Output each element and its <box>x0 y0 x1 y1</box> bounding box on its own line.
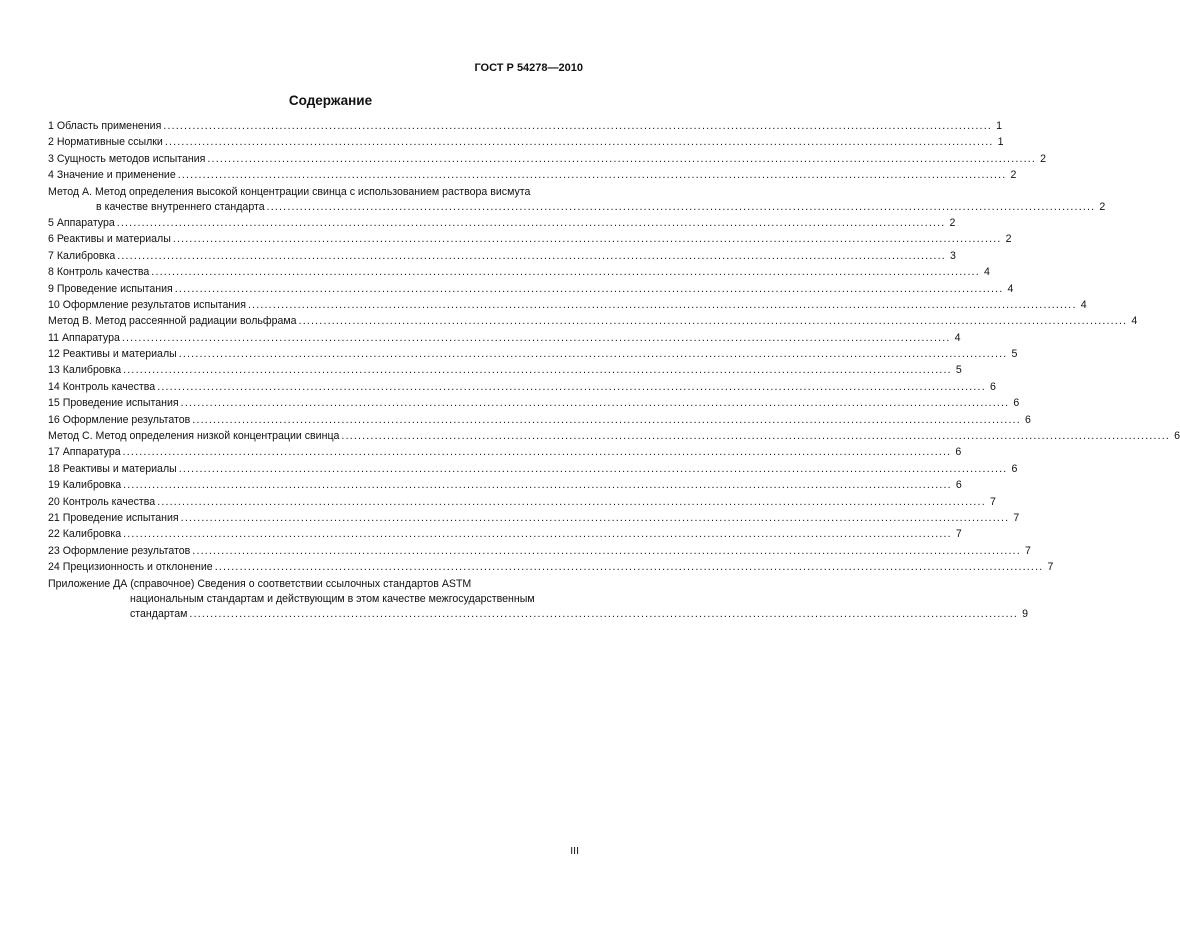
toc-entry-page: 2 <box>1010 169 1017 182</box>
toc-entry-page: 7 <box>1047 561 1054 574</box>
dot-leader: ........................................................................................................................................................................................................ <box>157 380 986 393</box>
toc-entry-page: 4 <box>1007 282 1014 295</box>
toc-entry-label: 23 Оформление результатов <box>48 544 191 557</box>
toc-entry-page: 4 <box>954 331 961 344</box>
toc-title: Содержание <box>288 93 373 108</box>
toc-entry-page: 4 <box>984 266 990 279</box>
toc-entry-label-cont: в качестве внутреннего стандарта <box>96 200 265 213</box>
dot-leader: ........................................................................................................................................................................................................ <box>178 348 1008 361</box>
toc-entry[interactable] <box>48 380 996 395</box>
toc-entry-page: 6 <box>955 446 962 459</box>
toc-entry-label: 20 Контроль качества <box>48 495 156 508</box>
dot-leader: ........................................................................................................................................................................................................ <box>207 152 1037 165</box>
toc-entry[interactable] <box>48 511 1020 526</box>
toc-entry[interactable] <box>48 413 1031 428</box>
dot-leader: ........................................................................................................................................................................................................ <box>177 169 1007 182</box>
toc-entry-page: 5 <box>1011 348 1018 361</box>
dot-leader: ........................................................................................................................................................................................................ <box>116 216 946 229</box>
toc-entry-label: 21 Проведение испытания <box>48 511 179 524</box>
toc-entry-label: 18 Реактивы и материалы <box>48 462 177 475</box>
toc-entry[interactable] <box>48 232 1012 247</box>
dot-leader: ........................................................................................................................................................................................................ <box>180 511 1010 524</box>
dot-leader: ........................................................................................................................................................................................................ <box>214 561 1044 574</box>
toc-entry-page: 2 <box>949 216 956 229</box>
toc-entry-label: 13 Калибровка <box>48 364 122 377</box>
dot-leader: ........................................................................................................................................................................................................ <box>174 282 1004 295</box>
toc-entry-page: 6 <box>1025 413 1031 426</box>
toc-entry-label: 16 Оформление результатов <box>48 413 191 426</box>
page-number: III <box>570 845 579 857</box>
toc-entry[interactable] <box>48 314 1138 329</box>
toc-entry-appendix-da[interactable] <box>48 577 1029 622</box>
dot-leader: ........................................................................................................................................................................................................ <box>189 607 1019 620</box>
toc-entry-label-cont: стандартам <box>130 607 188 620</box>
toc-entry[interactable] <box>48 331 961 346</box>
toc-entry-page: 2 <box>1040 152 1047 165</box>
toc-entry-page: 6 <box>1013 397 1020 410</box>
toc-entry-page: 1 <box>997 136 1004 149</box>
toc-entry[interactable] <box>48 462 1018 477</box>
toc-entry[interactable] <box>48 152 1047 167</box>
toc-entry-label: 24 Прецизионность и отклонение <box>48 561 213 574</box>
dot-leader: ........................................................................................................................................................................................................ <box>123 364 952 377</box>
toc-entry-label: 7 Калибровка <box>48 249 116 262</box>
toc-entry-label: Метод А. Метод определения высокой концентрации свинца с использованием раствора висмута <box>48 185 531 198</box>
toc-entry-page: 7 <box>1013 511 1020 524</box>
toc-entry[interactable] <box>48 216 956 231</box>
toc-entry-page: 7 <box>1025 544 1031 557</box>
toc-entry-page: 6 <box>1174 430 1180 443</box>
dot-leader: ........................................................................................................................................................................................................ <box>341 430 1171 443</box>
toc-entry-page: 6 <box>989 380 996 393</box>
dot-leader: ........................................................................................................................................................................................................ <box>123 479 952 492</box>
dot-leader: ........................................................................................................................................................................................................ <box>247 298 1077 311</box>
toc-entry-label: 22 Калибровка <box>48 528 122 541</box>
toc-entry-page: 9 <box>1022 607 1029 620</box>
toc-entry[interactable] <box>48 478 962 493</box>
toc-entry-label: 11 Аппаратура <box>48 331 120 344</box>
dot-leader: ........................................................................................................................................................................................................ <box>178 462 1008 475</box>
toc-entry-page: 3 <box>950 249 956 262</box>
toc-entry-label: 14 Контроль качества <box>48 380 156 393</box>
toc-entry-page: 6 <box>1011 462 1018 475</box>
dot-leader: ........................................................................................................................................................................................................ <box>164 136 994 149</box>
toc-entry-label: 19 Калибровка <box>48 479 122 492</box>
toc-entry[interactable] <box>48 282 1014 297</box>
toc-entry-page: 7 <box>955 528 962 541</box>
toc-entry[interactable] <box>48 298 1087 313</box>
toc-entry-label-cont: национальным стандартам и действующим в этом качестве межгосударственным <box>130 592 535 605</box>
toc-entry-label: Метод В. Метод рассеянной радиации вольфрама <box>48 315 297 328</box>
dot-leader: ........................................................................................................................................................................................................ <box>192 544 1021 557</box>
toc-entry-label: Приложение ДА (справочное) Сведения о соответствии ссылочных стандартов ASTM <box>48 577 472 590</box>
toc-entry-page: 6 <box>955 479 962 492</box>
dot-leader: ........................................................................................................................................................................................................ <box>117 249 946 262</box>
dot-leader: ........................................................................................................................................................................................................ <box>122 446 952 459</box>
dot-leader: ........................................................................................................................................................................................................ <box>192 413 1021 426</box>
table-of-contents <box>48 119 1180 623</box>
toc-entry[interactable] <box>48 495 996 510</box>
toc-entry-label: 9 Проведение испытания <box>48 282 173 295</box>
toc-entry-label: 5 Аппаратура <box>48 216 115 229</box>
toc-entry-page: 5 <box>955 364 962 377</box>
toc-entry-label: 17 Аппаратура <box>48 446 121 459</box>
toc-entry-page: 2 <box>1099 200 1106 213</box>
dot-leader: ........................................................................................................................................................................................................ <box>157 495 986 508</box>
toc-entry[interactable] <box>48 265 990 280</box>
toc-entry-label: 2 Нормативные ссылки <box>48 136 163 149</box>
toc-entry[interactable] <box>48 544 1031 559</box>
toc-entry-page: 1 <box>996 120 1002 132</box>
toc-entry-method-a[interactable] <box>48 185 1106 215</box>
toc-entry-label: 1 Область применения <box>48 120 162 132</box>
toc-entry-label: 15 Проведение испытания <box>48 397 179 410</box>
toc-entry[interactable] <box>48 135 1004 150</box>
dot-leader: ........................................................................................................................................................................................................ <box>172 233 1002 246</box>
toc-entry[interactable] <box>48 396 1020 411</box>
dot-leader: ........................................................................................................................................................................................................ <box>163 120 992 132</box>
toc-entry-label: 6 Реактивы и материалы <box>48 233 171 246</box>
toc-entry-page: 4 <box>1080 298 1087 311</box>
toc-entry-page: 7 <box>989 495 996 508</box>
toc-entry-label: Метод С. Метод определения низкой концентрации свинца <box>48 430 340 443</box>
toc-entry-label: 8 Контроль качества <box>48 266 150 279</box>
toc-entry[interactable] <box>48 429 1180 444</box>
toc-entry-label: 12 Реактивы и материалы <box>48 348 177 361</box>
dot-leader: ........................................................................................................................................................................................................ <box>180 397 1010 410</box>
dot-leader: ........................................................................................................................................................................................................ <box>151 266 980 279</box>
toc-entry[interactable] <box>48 347 1018 362</box>
document-code: ГОСТ Р 54278—2010 <box>474 62 583 74</box>
dot-leader: ........................................................................................................................................................................................................ <box>298 315 1128 328</box>
toc-entry-label: 10 Оформление результатов испытания <box>48 298 246 311</box>
toc-entry-label: 3 Сущность методов испытания <box>48 152 206 165</box>
dot-leader: ........................................................................................................................................................................................................ <box>266 200 1096 213</box>
toc-entry-label: 4 Значение и применение <box>48 169 176 182</box>
toc-entry[interactable] <box>48 119 1002 134</box>
toc-entry[interactable] <box>48 445 962 460</box>
toc-entry[interactable] <box>48 527 962 542</box>
dot-leader: ........................................................................................................................................................................................................ <box>123 528 952 541</box>
toc-entry[interactable] <box>48 249 956 264</box>
toc-entry[interactable] <box>48 363 962 378</box>
toc-entry-page: 4 <box>1131 315 1138 328</box>
toc-entry[interactable] <box>48 560 1054 575</box>
toc-entry[interactable] <box>48 168 1017 183</box>
toc-entry-page: 2 <box>1005 233 1012 246</box>
dot-leader: ........................................................................................................................................................................................................ <box>121 331 951 344</box>
